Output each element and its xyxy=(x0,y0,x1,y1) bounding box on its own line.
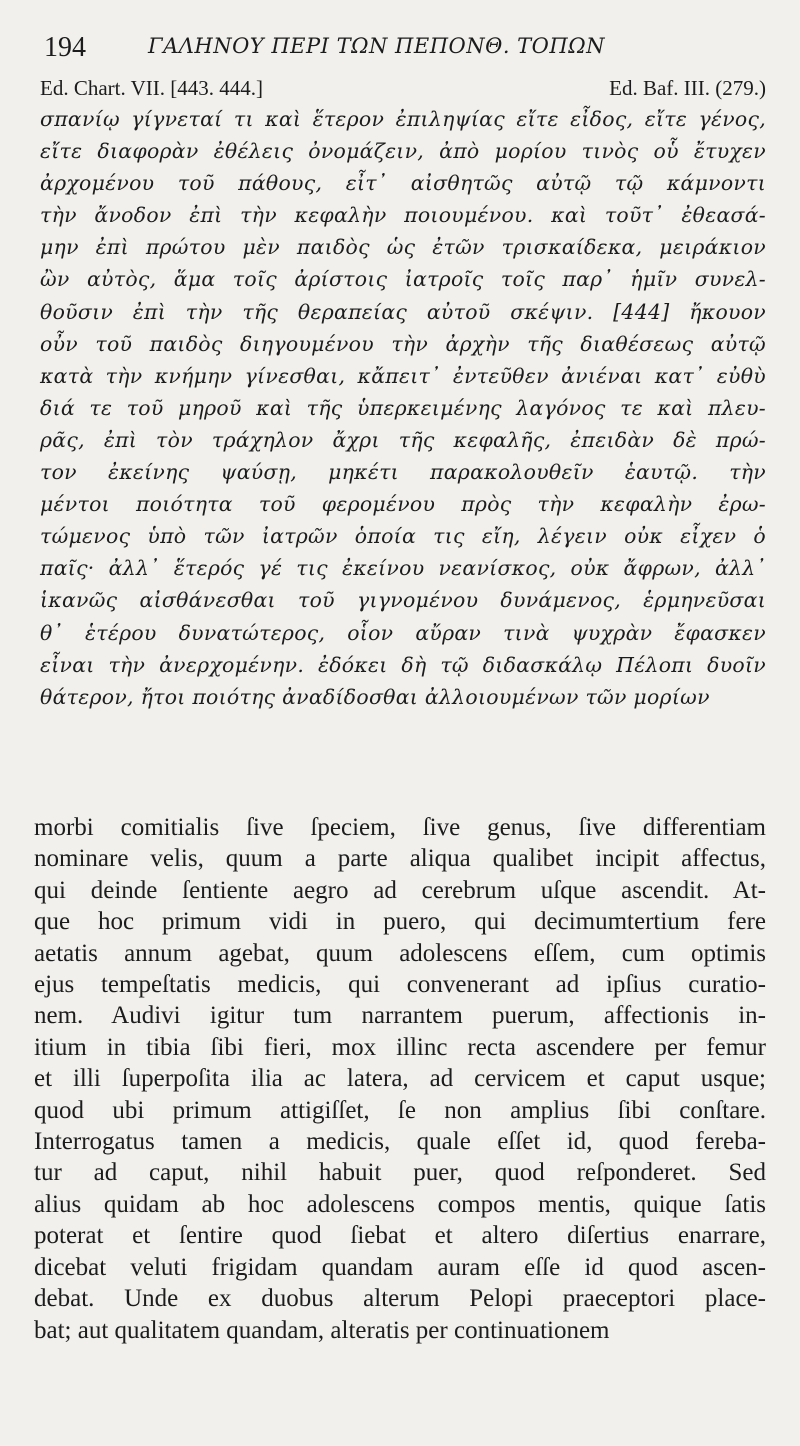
text-line: tur ad caput, nihil habuit puer, quod reſponderet. Sed xyxy=(34,1159,766,1187)
text-line: θάτερον, ἤτοι ποιότης ἀναδίδοσθαι ἀλλοιουμένων τῶν μορίων xyxy=(40,684,710,709)
text-line: qui deinde ſentiente aegro ad cerebrum uſque ascendit. At- xyxy=(34,876,766,904)
text-line: et illi ſuperpoſita ilia ac latera, ad cervicem et caput usque; xyxy=(34,1065,766,1093)
text-line: εἶναι τὴν ἀνερχομένην. ἐδόκει δὴ τῷ διδασκάλῳ Πέλοπι δυοῖν xyxy=(40,652,766,677)
page-number: 194 xyxy=(44,32,86,63)
edition-chartier: Ed. Chart. VII. [443. 444.] xyxy=(40,76,263,100)
page-header xyxy=(40,28,780,64)
text-line: debat. Unde ex duobus alterum Pelopi praeceptori place- xyxy=(34,1285,766,1313)
text-line: μέντοι ποιότητα τοῦ φερομένου πρὸς τὴν κεφαλὴν ἐρω- xyxy=(40,492,766,517)
text-line: morbi comitialis ſive ſpeciem, ſive genus, ſive differentiam xyxy=(34,814,766,841)
text-line: ὢν αὐτὸς, ἅμα τοῖς ἀρίστοις ἰατροῖς τοῖς παρ᾽ ἡμῖν συνελ- xyxy=(40,267,766,292)
text-line: alius quidam ab hoc adolescens compos mentis, quique ſatis xyxy=(34,1190,766,1218)
edition-basel: Ed. Baf. III. (279.) xyxy=(609,76,766,100)
text-line: poterat et ſentire quod ſiebat et altero diſertius enarrare, xyxy=(34,1222,766,1250)
text-line: aetatis annum agebat, quum adolescens eſſem, cum optimis xyxy=(34,939,766,967)
text-line: παῖς· ἀλλ᾽ ἕτερός γέ τις ἐκείνου νεανίσκος, οὐκ ἄφρων, ἀλλ᾽ xyxy=(40,556,766,581)
text-line: ejus tempeſtatis medicis, qui convenerant ad ipſius curatio- xyxy=(34,971,766,999)
text-line: itium in tibia ſibi fieri, mox illinc recta ascendere per femur xyxy=(34,1033,766,1061)
text-line: εἴτε διαφορὰν ἐθέλεις ὀνομάζειν, ἀπὸ μορίου τινὸς οὗ ἔτυχεν xyxy=(40,139,766,164)
text-line: μην ἐπὶ πρώτου μὲν παιδὸς ὡς ἐτῶν τρισκαίδεκα, μειράκιον xyxy=(40,235,766,260)
text-line: ἀρχομένου τοῦ πάθους, εἶτ᾽ αἰσθητῶς αὐτῷ τῷ κάμνοντι xyxy=(40,171,766,196)
text-line: τον ἐκείνης ψαύσῃ, μηκέτι παρακολουθεῖν ἑαυτῷ. τὴν xyxy=(40,460,766,485)
running-title: ΓΑΛΗΝΟΥ ΠΕΡΙ ΤΩΝ ΠΕΠΟΝΘ. ΤΟΠΩΝ xyxy=(148,34,605,58)
edition-references xyxy=(40,76,766,104)
text-line: διά τε τοῦ μηροῦ καὶ τῆς ὑπερκειμένης λαγόνος τε καὶ πλευ- xyxy=(40,395,766,420)
text-line: nem. Audivi igitur tum narrantem puerum, affectionis in- xyxy=(34,1002,766,1030)
text-line: οὖν τοῦ παιδὸς διηγουμένου τὴν ἀρχὴν τῆς διαθέσεως αὐτῷ xyxy=(40,331,766,356)
text-line: dicebat veluti frigidam quandam auram eſſe id quod ascen- xyxy=(34,1253,766,1281)
text-line: ἱκανῶς αἰσθάνεσθαι τοῦ γιγνομένου δυνάμενος, ἑρμηνεῦσαι xyxy=(40,588,766,613)
text-line: κατὰ τὴν κνήμην γίνεσθαι, κἄπειτ᾽ ἐντεῦθεν ἀνιέναι κατ᾽ εὐθὺ xyxy=(40,363,766,388)
text-line: σπανίῳ γίγνεταί τι καὶ ἕτερον ἐπιληψίας εἴτε εἶδος, εἴτε γένος, xyxy=(40,107,766,131)
latin-text-block xyxy=(34,812,766,1346)
text-line: nominare velis, quum a parte aliqua qualibet incipit affectus, xyxy=(34,845,766,873)
greek-text-block xyxy=(40,103,766,713)
text-line: θοῦσιν ἐπὶ τὴν τῆς θεραπείας αὐτοῦ σκέψιν. [444] ἤκουον xyxy=(40,299,766,324)
text-line: ρᾶς, ἐπὶ τὸν τράχηλον ἄχρι τῆς κεφαλῆς, ἐπειδὰν δὲ πρώ- xyxy=(40,427,766,452)
text-line: τὴν ἄνοδον ἐπὶ τὴν κεφαλὴν ποιουμένου. καὶ τοῦτ᾽ ἐθεασά- xyxy=(40,203,766,228)
text-line: que hoc primum vidi in puero, qui decimumtertium fere xyxy=(34,908,766,936)
text-line: Interrogatus tamen a medicis, quale eſſet id, quod fereba- xyxy=(34,1128,766,1156)
text-line: quod ubi primum attigiſſet, ſe non amplius ſibi conſtare. xyxy=(34,1096,766,1124)
text-line: τώμενος ὑπὸ τῶν ἰατρῶν ὁποία τις εἴη, λέγειν οὐκ εἶχεν ὁ xyxy=(40,524,766,549)
text-line: bat; aut qualitatem quandam, alteratis per continuationem xyxy=(34,1316,610,1344)
text-line: θ᾽ ἑτέρου δυνατώτερος, οἷον αὔραν τινὰ ψυχρὰν ἔφασκεν xyxy=(40,620,766,645)
